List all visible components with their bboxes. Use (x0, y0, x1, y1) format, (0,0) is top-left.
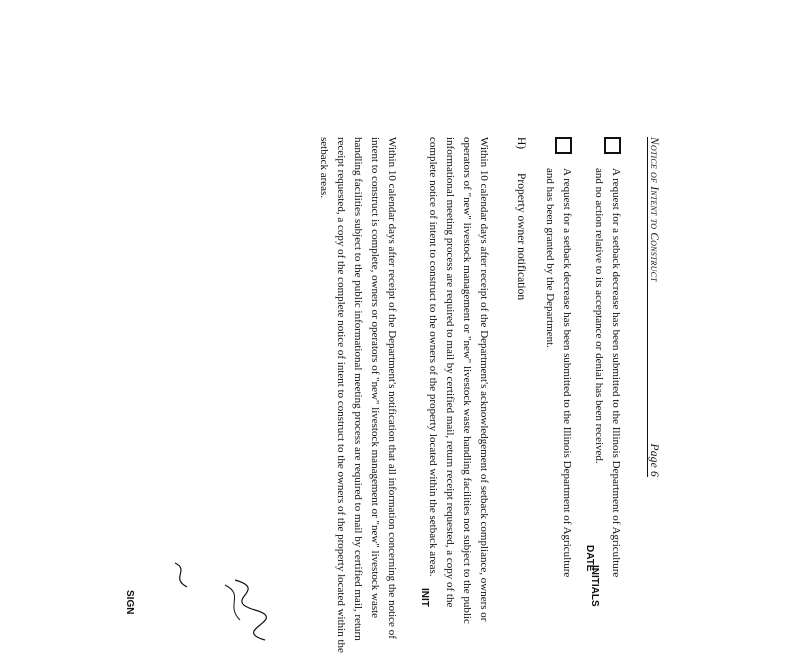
small-scribble (165, 560, 195, 590)
section-h-title: Property owner notification (515, 173, 527, 301)
option-1-text: A request for a setback decrease has been submitted to the Illinois Department of Agriculture and no action relative to its acceptance or denial has been received. (593, 168, 622, 578)
option-2-text: A request for a setback decrease has been submitted to the Illinois Department of Agriculture and has been granted by the Department. (544, 168, 573, 578)
section-h-paragraph-2: Within 10 calendar days after receipt of the Department's notification that all information concerning the notice of intent to construct is complete, owners or operators of "new" livestock management or "new" livestock waste handling facilities subject to the public informational meeting process are required to mail by certified mail, return receipt requested, a copy of the complete notice of intent to construct to the owners of the property located within the setback areas. (318, 137, 398, 653)
section-h-label: H) (515, 137, 527, 150)
page-header (647, 137, 660, 477)
margin-mark-2: DATE (584, 545, 595, 572)
section-h-paragraph-1: Within 10 calendar days after receipt of the Department's acknowledgement of setback compliance, owners or operators of "new" livestock management or "new" livestock waste handling facilities not subject to the public informational meeting process are required to mail by certified mail, return receipt requested, a copy of the complete notice of intent to construct to the owners of the property located within the setback areas. (427, 137, 490, 624)
page-number: Page 6 (648, 443, 660, 477)
checkbox-option-2[interactable] (555, 137, 572, 154)
margin-mark-3: INIT (419, 588, 430, 607)
signature-scribble (215, 575, 275, 645)
margin-mark-1: INITIALS (589, 565, 600, 607)
margin-mark-4: SIGN (124, 590, 135, 615)
checkbox-option-1[interactable] (604, 137, 621, 154)
page-header-title: Notice of Intent to Construct (648, 137, 660, 282)
